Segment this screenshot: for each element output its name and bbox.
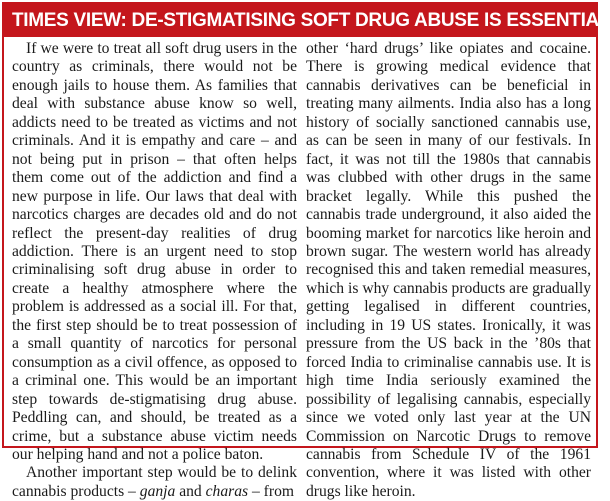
article-paragraph	[12, 464, 297, 501]
paragraph-text: – from	[251, 482, 294, 500]
article-paragraph: If we were to treat all soft drug users in the country as criminals, there would not be enough jails to house them. As families that deal with substance abuse know so well, addicts need to be treated as victims and not criminals. And it is empathy and care – and not being put in prison – that often helps them come out of the addiction and find a new purpose in life. Our laws that deal with narcotics charges are decades old and do not reflect the present-day realities of drug addiction. There is an urgent need to stop criminalising soft drug abuse in order to create a healthy atmosphere where the problem is addressed as a social ill. For that, the first step should be to treat possession of a small quantity of narcotics for personal consumption as a civil offence, as opposed to a criminal one. This would be an important step towards de-stigmatising drug abuse. Peddling can, and should, be treated as a crime, but a substance abuse victim needs our helping hand and not a police baton.	[12, 40, 297, 463]
headline-banner: TIMES VIEW: DE-STIGMATISING SOFT DRUG ABUSE IS ESSENTIAL	[4, 4, 596, 37]
italic-term-charas: charas	[205, 482, 249, 500]
article-paragraph: other ‘hard drugs’ like opiates and cocaine. There is growing medical evidence that cannabis derivatives can be beneficial in treating many ailments. India also has a long history of socially sanctioned cannabis use, as can be seen in many of our festivals. In fact, it was not till the 1980s that cannabis was clubbed with other drugs in the same bracket legally. While this pushed the cannabis trade underground, it also aided the booming market for narcotics like heroin and brown sugar. The western world has already recognised this and taken remedial measures, which is why cannabis products are gradually getting legalised in different countries, including in 19 US states. Ironically, it was pressure from the US back in the ’80s that forced India to criminalise cannabis use. It is high time India seriously examined the possibility of legalising cannabis, especially since we voted only last year at the UN Commission on Narcotic Drugs to remove cannabis from Schedule IV of the 1961 convention, where it was listed with other drugs like heroin.	[306, 40, 591, 500]
italic-term-ganja: ganja	[139, 482, 176, 500]
article-column-right	[306, 40, 591, 500]
paragraph-text: Another important step would be to delink cannabis products –	[12, 464, 297, 500]
paragraph-text: and	[179, 482, 202, 500]
editorial-box	[2, 2, 610, 500]
article-column-left	[12, 40, 297, 500]
